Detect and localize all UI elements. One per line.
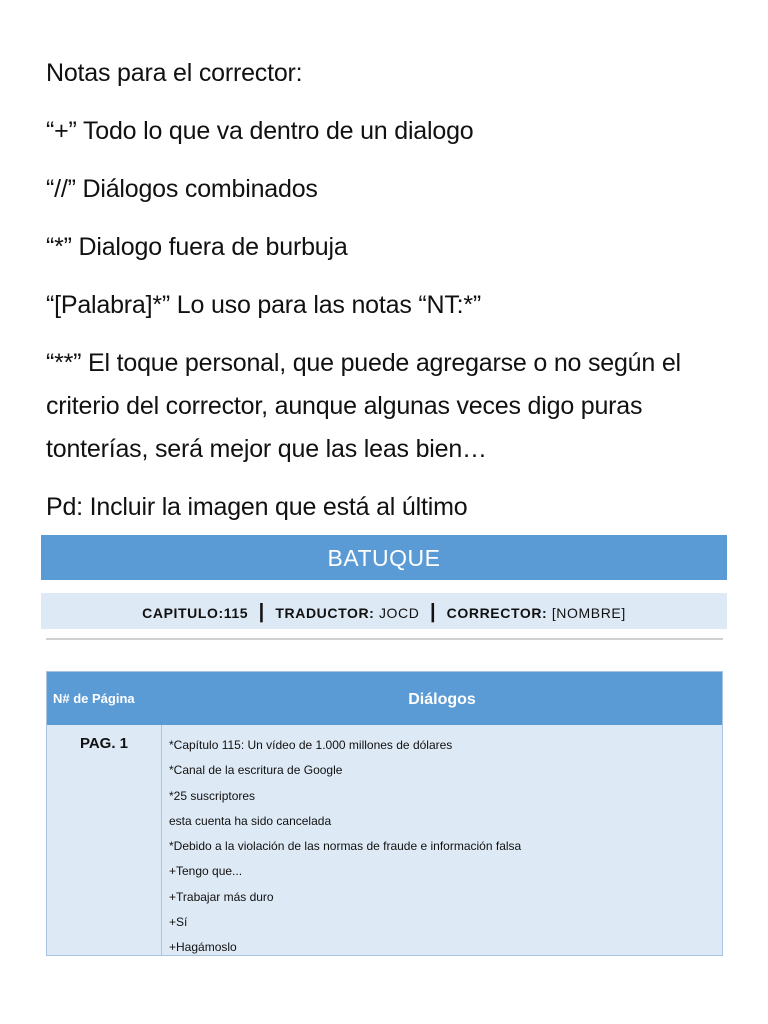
translator-label: TRADUCTOR: — [275, 605, 375, 621]
separator: | — [258, 601, 265, 623]
table-row — [47, 725, 722, 955]
note-item: “**” El toque personal, que puede agregarse o no según el criterio del corrector, aunque algunas veces digo puras tonterías, será mejor que las leas bien… — [46, 349, 681, 463]
note-item: “+” Todo lo que va dentro de un dialogo — [46, 117, 474, 145]
divider — [46, 638, 723, 640]
corrector-value: [NOMBRE] — [551, 605, 626, 621]
dialogs-column-header: Diálogos — [408, 691, 476, 708]
page-number-cell: PAG. 1 — [47, 725, 162, 955]
note-item: “//” Diálogos combinados — [46, 175, 318, 203]
dialog-table — [46, 671, 723, 956]
dialog-line: *Capítulo 115: Un vídeo de 1.000 millones de dólares — [169, 738, 453, 752]
table-header — [47, 672, 722, 725]
notes-title: Notas para el corrector: — [46, 59, 303, 87]
note-item: “*” Dialogo fuera de burbuja — [46, 233, 348, 261]
dialog-lines-cell — [162, 725, 722, 955]
corrector-notes — [46, 52, 736, 544]
chapter-value: 115 — [223, 605, 249, 621]
dialog-line: +Hagámoslo — [169, 940, 237, 955]
translator-value: JOCD — [378, 605, 420, 621]
project-title-banner: BATUQUE — [41, 535, 727, 580]
page-column-header: N# de Página — [53, 691, 135, 706]
chapter-info-bar — [41, 593, 727, 629]
corrector-label: CORRECTOR: — [446, 605, 548, 621]
note-item: “[Palabra]*” Lo uso para las notas “NT:*” — [46, 291, 482, 319]
note-item: Pd: Incluir la imagen que está al último — [46, 493, 468, 521]
dialog-line: +Sí — [169, 915, 188, 930]
chapter-label: CAPITULO: — [142, 605, 224, 621]
dialog-line: +Tengo que... — [169, 864, 243, 879]
dialog-line: +Trabajar más duro — [169, 889, 274, 904]
dialog-line: esta cuenta ha sido cancelada — [169, 813, 332, 828]
dialog-line: *Debido a la violación de las normas de fraude e información falsa — [169, 839, 522, 854]
dialog-line: *25 suscriptores — [169, 788, 256, 803]
separator: | — [429, 601, 437, 623]
dialog-line: *Canal de la escritura de Google — [169, 763, 343, 778]
